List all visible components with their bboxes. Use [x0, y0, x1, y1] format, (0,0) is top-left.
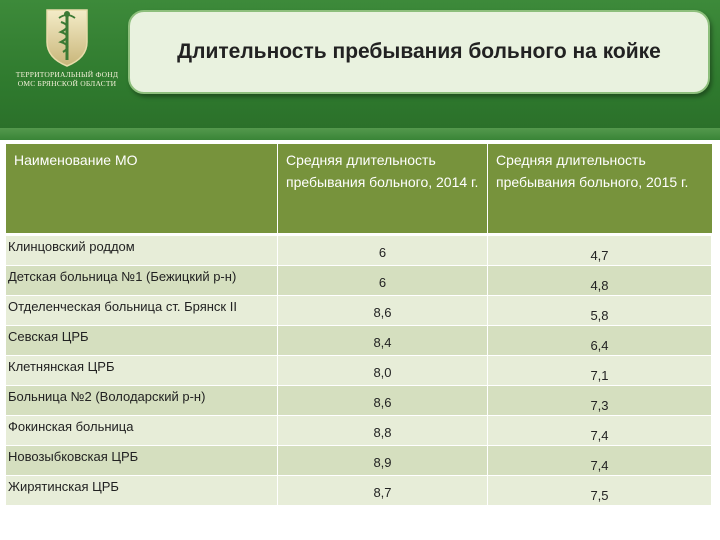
cell-name: Детская больница №1 (Бежицкий р-н) — [6, 266, 278, 296]
cell-2015: 4,7 — [488, 236, 712, 266]
cell-2014: 6 — [278, 266, 488, 296]
cell-2014: 8,7 — [278, 476, 488, 506]
cell-2014: 8,8 — [278, 416, 488, 446]
header-name: Наименование МО — [6, 144, 278, 236]
cell-name: Больница №2 (Володарский р-н) — [6, 386, 278, 416]
cell-2015: 7,1 — [488, 356, 712, 386]
table-row — [6, 416, 712, 446]
table-row — [6, 296, 712, 326]
cell-2015: 7,3 — [488, 386, 712, 416]
cell-name: Севская ЦРБ — [6, 326, 278, 356]
cell-2014: 8,6 — [278, 296, 488, 326]
cell-name: Фокинская больница — [6, 416, 278, 446]
logo-org-line1: ТЕРРИТОРИАЛЬНЫЙ ФОНД — [15, 70, 119, 79]
table-row — [6, 476, 712, 506]
cell-2015: 5,8 — [488, 296, 712, 326]
header-2014: Средняя длительность пребывания больного, 2014 г. — [278, 144, 488, 236]
cell-name: Новозыбковская ЦРБ — [6, 446, 278, 476]
table-row — [6, 386, 712, 416]
cell-2014: 8,0 — [278, 356, 488, 386]
emblem-icon — [41, 4, 93, 68]
title-box — [128, 10, 710, 94]
cell-2015: 7,4 — [488, 416, 712, 446]
cell-2015: 7,4 — [488, 446, 712, 476]
table-row — [6, 356, 712, 386]
table-row — [6, 266, 712, 296]
cell-name: Жирятинская ЦРБ — [6, 476, 278, 506]
table-row — [6, 446, 712, 476]
cell-name: Клинцовский роддом — [6, 236, 278, 266]
table-row — [6, 236, 712, 266]
cell-2014: 8,6 — [278, 386, 488, 416]
cell-2015: 7,5 — [488, 476, 712, 506]
logo — [8, 4, 126, 90]
logo-org-name — [8, 70, 126, 88]
table-row — [6, 326, 712, 356]
cell-name: Отделенческая больница ст. Брянск II — [6, 296, 278, 326]
cell-2014: 8,4 — [278, 326, 488, 356]
cell-2014: 6 — [278, 236, 488, 266]
data-table-wrap — [6, 144, 712, 506]
cell-2015: 4,8 — [488, 266, 712, 296]
logo-org-line2: ОМС БРЯНСКОЙ ОБЛАСТИ — [17, 79, 117, 88]
cell-2014: 8,9 — [278, 446, 488, 476]
table-header-row — [6, 144, 712, 236]
cell-name: Клетнянская ЦРБ — [6, 356, 278, 386]
header-2015: Средняя длительность пребывания больного, 2015 г. — [488, 144, 712, 236]
page-title: Длительность пребывания больного на койке — [177, 40, 661, 63]
data-table — [6, 144, 712, 506]
header-stripe — [0, 128, 720, 140]
cell-2015: 6,4 — [488, 326, 712, 356]
